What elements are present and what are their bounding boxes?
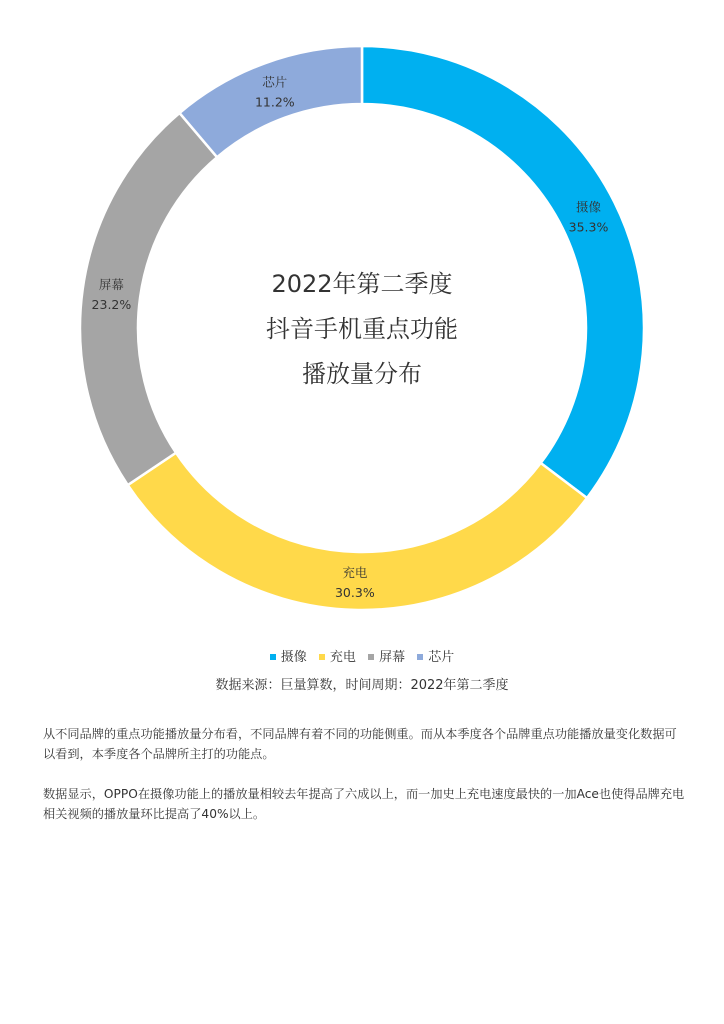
slice-label-name-screen: 屏幕 xyxy=(98,277,124,293)
chart-title-line-3: 播放量分布 xyxy=(302,360,422,388)
legend-swatch-chip xyxy=(417,654,423,660)
legend-item-camera xyxy=(270,646,307,665)
legend-item-screen xyxy=(368,646,405,665)
chart-title xyxy=(212,262,512,397)
chart-title-line-1: 2022年第二季度 xyxy=(271,270,453,298)
legend-label-camera: 摄像 xyxy=(280,650,307,665)
slice-label-name-chip: 芯片 xyxy=(262,74,288,90)
legend-label-chip: 芯片 xyxy=(428,650,455,665)
legend-swatch-screen xyxy=(368,654,374,660)
slice-label-name-charging: 充电 xyxy=(342,564,368,580)
slice-label-value-charging: 30.3% xyxy=(334,584,375,600)
body-paragraph-1: 从不同品牌的重点功能播放量分布看，不同品牌有着不同的功能侧重。而从本季度各个品牌重点功能播放量变化数据可以看到，本季度各个品牌所主打的功能点。 xyxy=(43,727,677,761)
chart-title-line-2: 抖音手机重点功能 xyxy=(266,315,458,343)
data-source-note: 数据来源：巨量算数，时间周期：2022年第二季度 xyxy=(215,678,509,693)
slice-label-value-chip: 11.2% xyxy=(254,94,295,110)
legend-label-charging: 充电 xyxy=(329,650,356,665)
slice-label-name-camera: 摄像 xyxy=(575,199,602,215)
slice-label-value-screen: 23.2% xyxy=(91,297,132,313)
legend-label-screen: 屏幕 xyxy=(379,650,406,665)
body-paragraph-2: 数据显示，OPPO在摄像功能上的播放量相较去年提高了六成以上，而一加史上充电速度最快的一加Ace也使得品牌充电相关视频的播放量环比提高了40%以上。 xyxy=(43,787,685,821)
slice-label-value-camera: 35.3% xyxy=(568,219,609,235)
legend-item-chip xyxy=(417,646,454,665)
legend-item-charging xyxy=(319,646,356,665)
legend-swatch-charging xyxy=(319,654,325,660)
legend-swatch-camera xyxy=(270,654,276,660)
chart-legend xyxy=(0,646,724,665)
